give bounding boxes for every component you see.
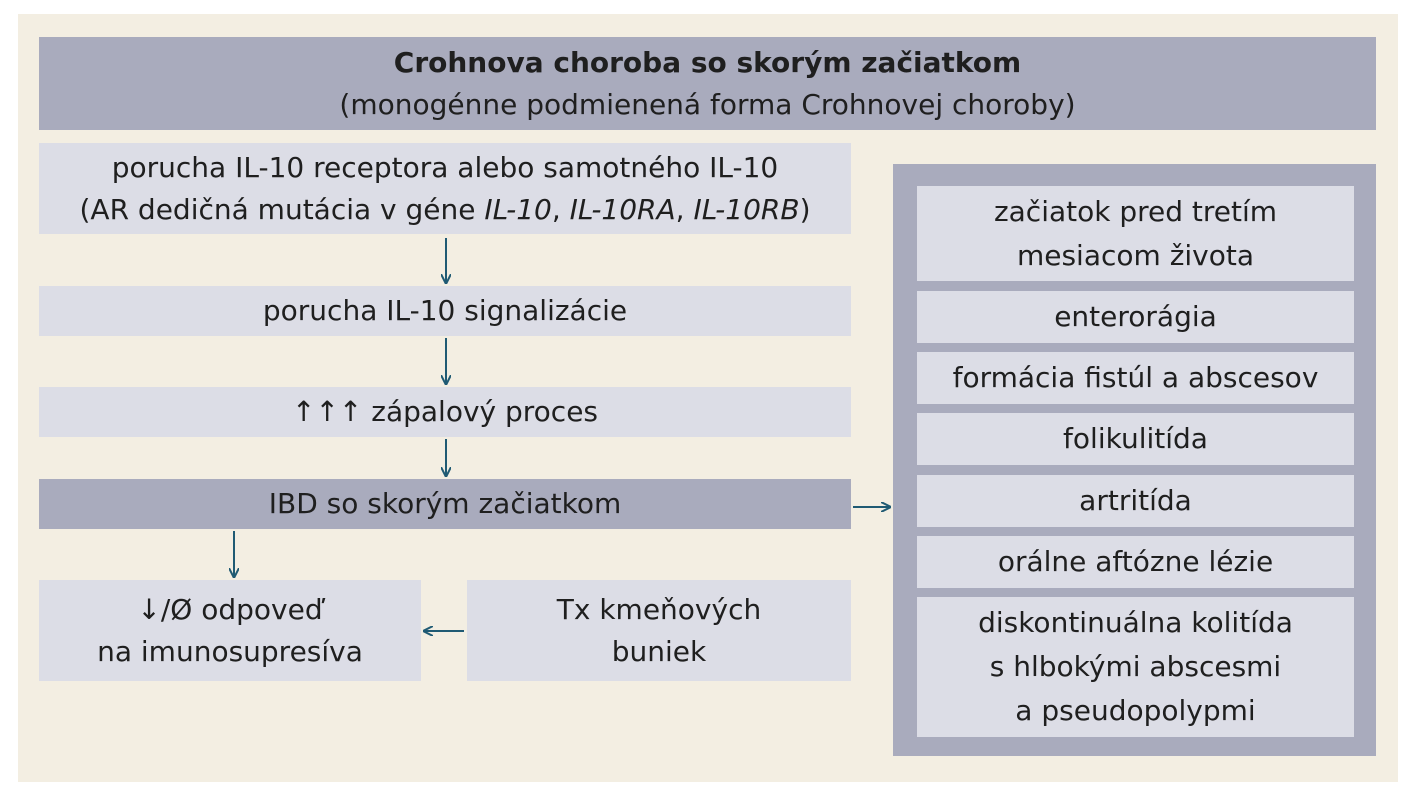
ibd-label: IBD so skorým začiatkom: [268, 487, 622, 520]
inflammation-label: ↑↑↑ zápalový proces: [291, 395, 599, 428]
signaling-defect-label: porucha IL-10 signalizácie: [262, 294, 628, 327]
gene-separator-2: ,: [675, 192, 694, 226]
symptom-aphthous-label: orálne aftózne lézie: [997, 545, 1274, 578]
symptom-colitis-line2: s hlbokými abscesmi: [989, 650, 1282, 683]
gene-il10ra: IL-10RA: [569, 192, 676, 226]
symptom-enterorrhagia-label: enterorágia: [1054, 300, 1217, 333]
gene-separator-1: ,: [551, 192, 570, 226]
header-subtitle: (monogénne podmienená forma Crohnovej choroby): [339, 87, 1076, 121]
receptor-defect-line1: porucha IL-10 receptora alebo samotného IL-10: [111, 150, 779, 184]
gene-il10rb: IL-10RB: [693, 192, 800, 226]
symptom-onset-line2: mesiacom života: [1016, 238, 1255, 272]
transplant-line1: Tx kmeňových: [556, 592, 762, 626]
header-title: Crohnova choroba so skorým začiatkom: [393, 45, 1022, 79]
response-line2: na imunosupresíva: [97, 634, 363, 668]
symptom-folliculitis-label: folikulitída: [1063, 422, 1208, 455]
mutation-suffix: ): [799, 192, 811, 226]
symptom-arthritis-label: artritída: [1079, 484, 1192, 517]
mutation-prefix: (AR dedičná mutácia v géne: [79, 192, 485, 226]
symptom-colitis-line3: a pseudopolypmi: [1015, 694, 1256, 727]
symptom-fistulas-label: formácia fistúl a abscesov: [952, 361, 1319, 394]
transplant-line2: buniek: [611, 634, 707, 668]
symptom-onset-line1: začiatok pred tretím: [993, 194, 1278, 228]
gene-il10: IL-10: [484, 192, 552, 226]
symptom-colitis-line1: diskontinuálna kolitída: [978, 606, 1293, 639]
response-line1: ↓/Ø odpoveď: [137, 592, 323, 626]
